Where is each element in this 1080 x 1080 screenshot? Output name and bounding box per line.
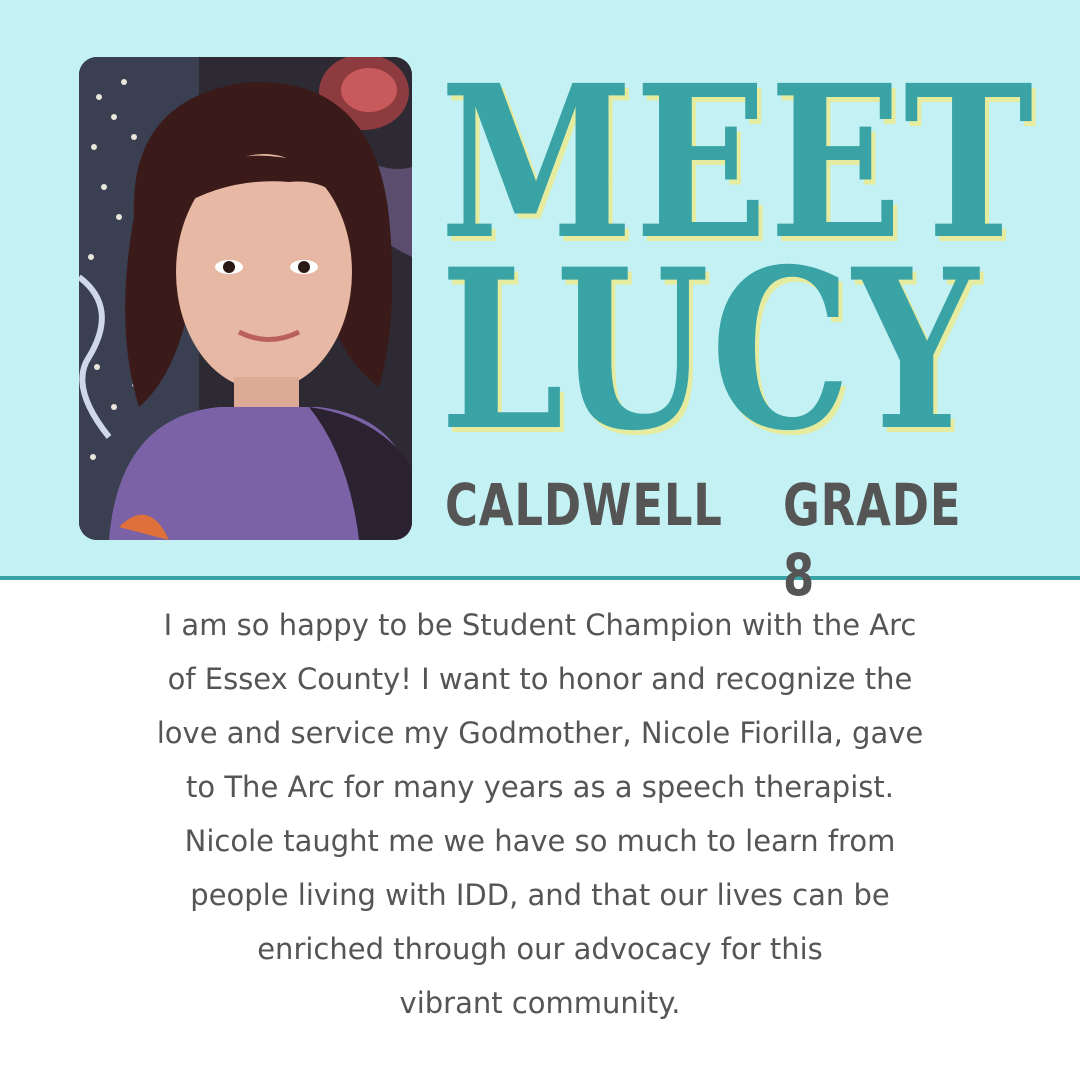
bio-line: vibrant community. [399,986,681,1020]
bio-line: enriched through our advocacy for this [257,932,823,966]
bio-paragraph [80,598,1000,1030]
student-grade: GRADE 8 [783,471,962,609]
bio-line: of Essex County! I want to honor and recognize the [167,662,913,696]
headline-meet: MEET [440,39,1035,286]
student-town: CALDWELL [445,471,723,539]
student-info [445,470,1015,609]
bio-line: people living with IDD, and that our lives can be [190,878,890,912]
bio-line: I am so happy to be Student Champion with the Arc [163,608,917,642]
bio-line: love and service my Godmother, Nicole Fiorilla, gave [156,716,924,750]
bio-line: Nicole taught me we have so much to learn from [184,824,896,858]
portrait-image [79,57,412,540]
headline-name: LUCY [440,220,980,479]
bio-line: to The Arc for many years as a speech therapist. [186,770,894,804]
student-photo [79,57,412,540]
